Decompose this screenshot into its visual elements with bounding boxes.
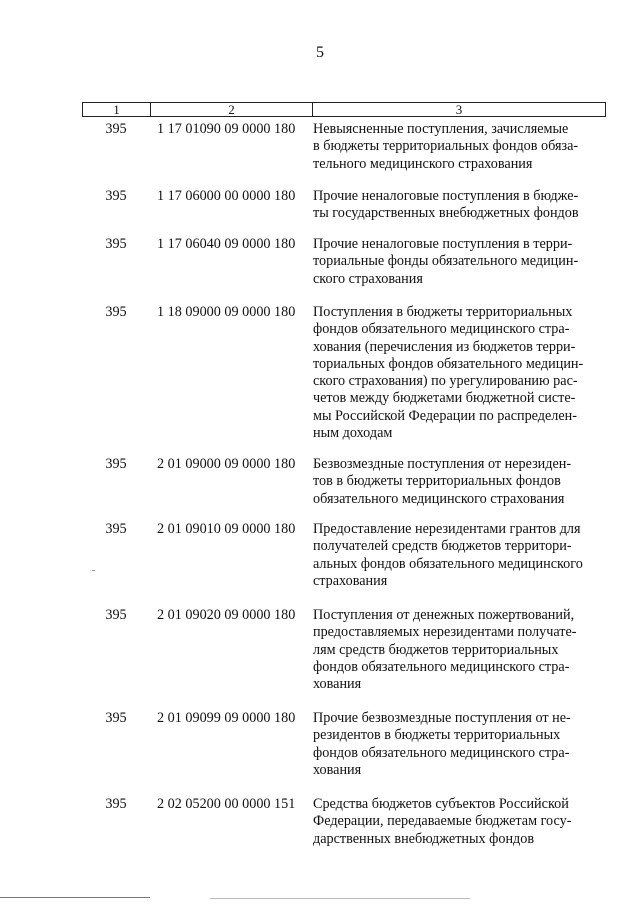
revenue-name: Средства бюджетов субъектов Российской Федерации, передаваемые бюджетам госу- дарственных внебюджетных фондов <box>313 796 572 847</box>
admin-code: 395 <box>105 188 127 204</box>
admin-code: 395 <box>105 710 127 726</box>
revenue-name: Поступления от денежных пожертвований, предоставляемых нерезидентами получате- лям средств бюджетов территориальных фондов обязательного медицинского стра- хования <box>313 607 577 693</box>
budget-classification-code: 1 18 09000 09 0000 180 <box>157 304 296 320</box>
table-header <box>82 102 606 117</box>
revenue-name: Невыясненные поступления, зачисляемые в бюджеты территориальных фондов обяза- тельного медицинского страхования <box>313 121 579 172</box>
budget-classification-code: 1 17 06040 09 0000 180 <box>157 236 296 252</box>
admin-code: 395 <box>105 521 127 537</box>
admin-code: 395 <box>105 796 127 812</box>
page-number: 5 <box>316 44 324 61</box>
budget-classification-code: 2 01 09010 09 0000 180 <box>157 521 296 537</box>
revenue-name: Поступления в бюджеты территориальных фондов обязательного медицинского стра- хования (перечисления из бюджетов терри- ториальных фондов обязательного медицин- ского страхования) по урегулированию рас- четов между бюджетами бюджетной систе- мы Российской Федерации по распределен- ным доходам <box>313 304 584 442</box>
budget-classification-code: 1 17 06000 00 0000 180 <box>157 188 296 204</box>
scan-edge-line <box>0 897 150 898</box>
scan-edge-line <box>210 898 470 899</box>
admin-code: 395 <box>105 236 127 252</box>
column-header-1: 1 <box>83 103 151 116</box>
budget-classification-code: 2 02 05200 00 0000 151 <box>157 796 296 812</box>
admin-code: 395 <box>105 304 127 320</box>
revenue-name: Предоставление нерезидентами грантов для получателей средств бюджетов территори- альных фондов обязательного медицинского страхования <box>313 521 583 589</box>
revenue-name: Прочие неналоговые поступления в терри- ториальные фонды обязательного медицин- ского страхования <box>313 236 579 287</box>
admin-code: 395 <box>105 456 127 472</box>
column-header-2: 2 <box>151 103 313 116</box>
budget-classification-code: 2 01 09099 09 0000 180 <box>157 710 296 726</box>
revenue-name: Прочие неналоговые поступления в бюдже- ты государственных внебюджетных фондов <box>313 188 579 222</box>
admin-code: 395 <box>105 607 127 623</box>
admin-code: 395 <box>105 121 127 137</box>
revenue-name: Безвозмездные поступления от нерезиден- тов в бюджеты территориальных фондов обязательного медицинского страхования <box>313 456 572 507</box>
budget-classification-code: 2 01 09000 09 0000 180 <box>157 456 296 472</box>
revenue-name: Прочие безвозмездные поступления от не- резидентов в бюджеты территориальных фондов обязательного медицинского стра- хования <box>313 710 571 778</box>
scan-speck <box>92 570 95 571</box>
budget-classification-code: 1 17 01090 09 0000 180 <box>157 121 296 137</box>
column-header-3: 3 <box>455 102 463 117</box>
budget-classification-code: 2 01 09020 09 0000 180 <box>157 607 296 623</box>
